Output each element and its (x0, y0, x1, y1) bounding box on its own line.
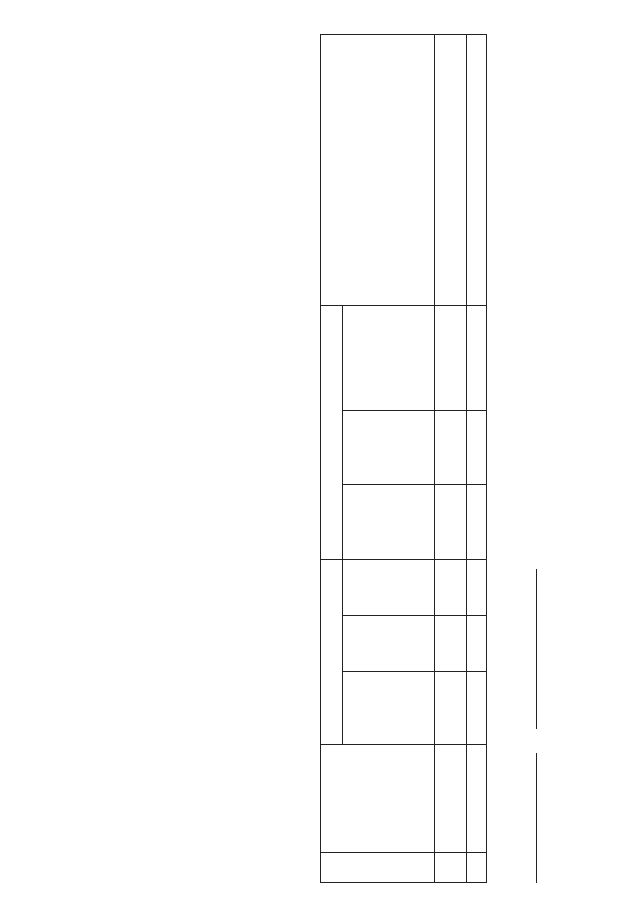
table-cell (467, 485, 487, 560)
report-table (320, 34, 487, 883)
table-cell (467, 672, 487, 745)
col-header-indicator (321, 35, 435, 306)
col-header-local-funds (343, 616, 435, 672)
rotated-page (20, 33, 620, 883)
col-header-regional (343, 485, 435, 560)
column-number (435, 745, 467, 853)
column-number (435, 853, 467, 883)
col-header-planned (321, 560, 343, 745)
table-row-empty (467, 35, 487, 883)
col-header-no (321, 853, 435, 883)
table-cell (467, 560, 487, 616)
table-cell (467, 616, 487, 672)
column-number (435, 410, 467, 485)
table-cell (467, 305, 487, 410)
table-cell (467, 853, 487, 883)
col-header-name (321, 745, 435, 853)
col-header-total-planned (343, 560, 435, 616)
signature-block (527, 283, 541, 883)
table-cell (467, 35, 487, 306)
column-number (435, 672, 467, 745)
col-header-local-budget (343, 410, 435, 485)
col-header-total-cash (343, 305, 435, 410)
column-number (435, 485, 467, 560)
table-cell (467, 410, 487, 485)
decode-field (527, 569, 537, 729)
table-cell (467, 745, 487, 853)
signature-field (527, 753, 537, 883)
column-number (435, 616, 467, 672)
column-number (435, 35, 467, 306)
table-row-numbers (435, 35, 467, 883)
column-number (435, 560, 467, 616)
col-header-cash (321, 305, 343, 560)
signature-hints (580, 626, 591, 719)
column-number (435, 305, 467, 410)
col-header-subsidy (343, 672, 435, 745)
